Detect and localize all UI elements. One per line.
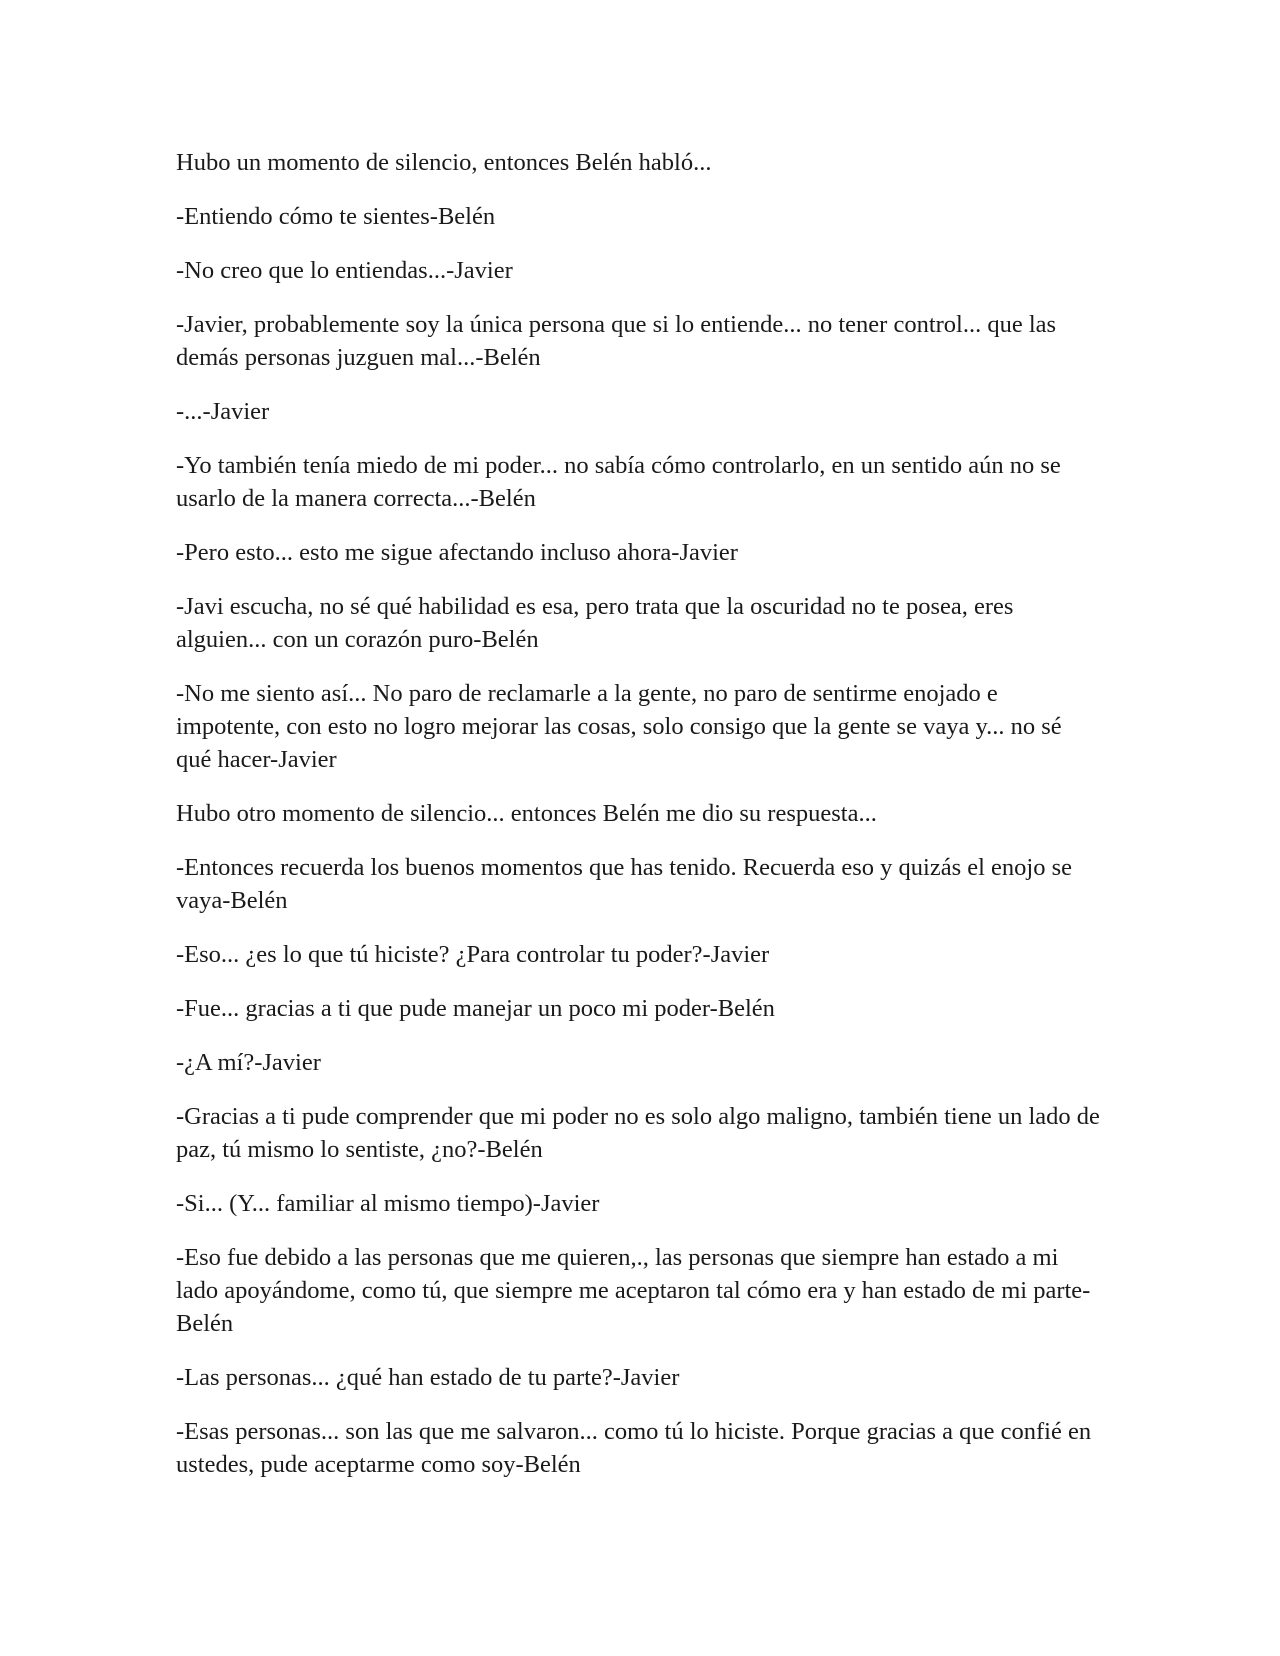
paragraph: -No me siento así... No paro de reclamarle a la gente, no paro de sentirme enojado e impotente, con esto no logro mejorar las cosas, solo consigo que la gente se vaya y... no sé qué hacer-Javier bbox=[176, 680, 1062, 773]
paragraph: -Las personas... ¿qué han estado de tu parte?-Javier bbox=[176, 1364, 680, 1391]
paragraph: -...-Javier bbox=[176, 398, 270, 425]
paragraph: -Entonces recuerda los buenos momentos que has tenido. Recuerda eso y quizás el enojo se vaya-Belén bbox=[176, 854, 1073, 914]
paragraph: -Javier, probablemente soy la única persona que si lo entiende... no tener control... que las demás personas juzguen mal...-Belén bbox=[176, 311, 1057, 371]
paragraph: -Javi escucha, no sé qué habilidad es esa, pero trata que la oscuridad no te posea, eres alguien... con un corazón puro-Belén bbox=[176, 593, 1014, 653]
paragraph: -Gracias a ti pude comprender que mi poder no es solo algo maligno, también tiene un lado de paz, tú mismo lo sentiste, ¿no?-Belén bbox=[176, 1103, 1100, 1163]
paragraph: Hubo un momento de silencio, entonces Belén habló... bbox=[176, 149, 712, 176]
paragraph: Hubo otro momento de silencio... entonces Belén me dio su respuesta... bbox=[176, 800, 877, 827]
paragraph: -No creo que lo entiendas...-Javier bbox=[176, 257, 513, 284]
paragraph: -Si... (Y... familiar al mismo tiempo)-Javier bbox=[176, 1190, 600, 1217]
paragraph: -Fue... gracias a ti que pude manejar un poco mi poder-Belén bbox=[176, 995, 775, 1022]
paragraph: -Eso... ¿es lo que tú hiciste? ¿Para controlar tu poder?-Javier bbox=[176, 941, 770, 968]
paragraph: -Eso fue debido a las personas que me quieren,., las personas que siempre han estado a mi lado apoyándome, como tú, que siempre me aceptaron tal cómo era y han estado de mi parte-Belén bbox=[176, 1244, 1091, 1337]
paragraph: -Esas personas... son las que me salvaron... como tú lo hiciste. Porque gracias a que confié en ustedes, pude aceptarme como soy-Belén bbox=[176, 1418, 1092, 1478]
paragraph: -Entiendo cómo te sientes-Belén bbox=[176, 203, 496, 230]
document-body bbox=[176, 146, 1100, 1502]
paragraph: -Pero esto... esto me sigue afectando incluso ahora-Javier bbox=[176, 539, 738, 566]
paragraph: -¿A mí?-Javier bbox=[176, 1049, 321, 1076]
paragraph: -Yo también tenía miedo de mi poder... no sabía cómo controlarlo, en un sentido aún no se usarlo de la manera correcta...-Belén bbox=[176, 452, 1061, 512]
